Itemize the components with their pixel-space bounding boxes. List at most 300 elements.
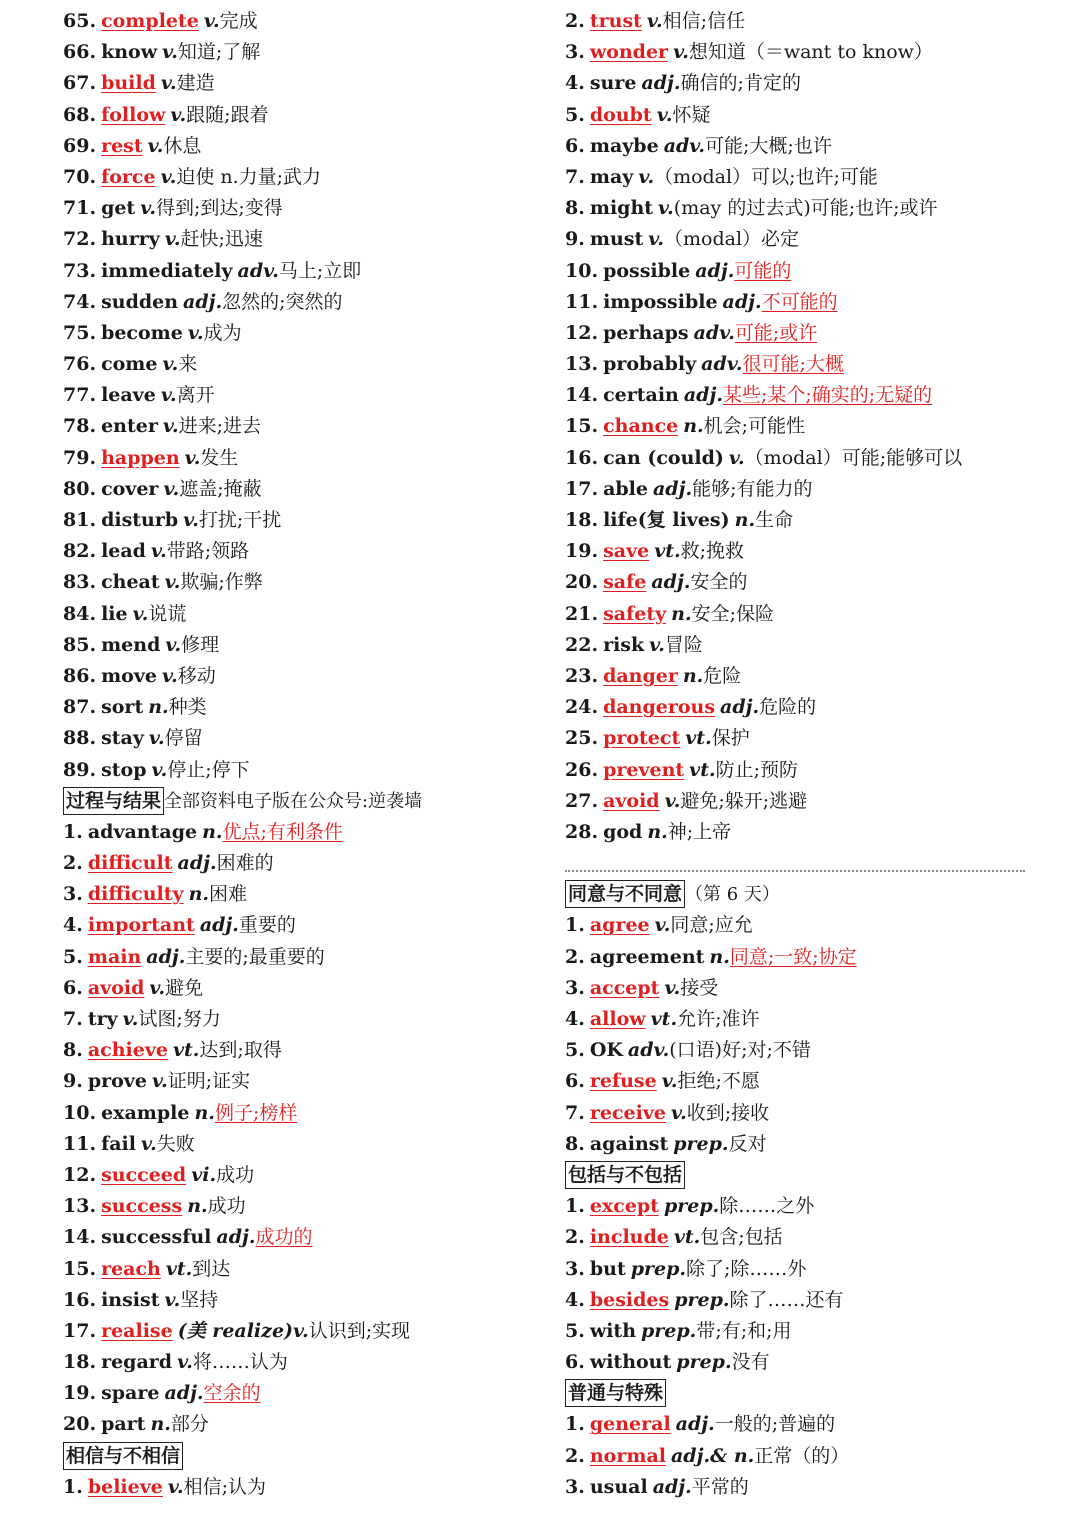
part-of-speech: adv. [627, 1039, 670, 1062]
entry-word: receive [589, 1101, 666, 1124]
vocab-entry [565, 1254, 1035, 1285]
entry-word: stay [101, 727, 144, 750]
entry-meaning: 来 [178, 353, 198, 376]
entry-number: 21. [565, 602, 599, 625]
entry-number: 6. [565, 1070, 585, 1093]
entry-word: succeed [101, 1163, 187, 1186]
vocab-entry [63, 942, 533, 973]
section-note: 全部资料电子版在公众号:逆袭墙 [164, 790, 423, 812]
entry-meaning: 成功 [216, 1163, 255, 1186]
entry-meaning: (口语)好;对;不错 [669, 1039, 811, 1062]
part-of-speech: prep. [676, 1351, 732, 1374]
entry-word: able [603, 477, 648, 500]
part-of-speech: v. [140, 1132, 157, 1155]
vocab-entry [63, 848, 533, 879]
vocab-entry [63, 817, 533, 848]
entry-number: 26. [565, 758, 599, 781]
entry-meaning: 移动 [177, 664, 216, 687]
entry-meaning: 停留 [164, 727, 203, 750]
part-of-speech: v. [658, 197, 674, 220]
entry-number: 14. [565, 384, 599, 407]
entry-meaning: 很可能;大概 [742, 353, 844, 376]
entry-number: 68. [63, 103, 97, 126]
entry-word: might [589, 197, 654, 220]
entry-meaning: （modal）必定 [664, 228, 800, 251]
entry-meaning: 认识到;实现 [308, 1319, 411, 1342]
vocab-entry [565, 973, 1035, 1004]
entry-number: 20. [63, 1413, 97, 1436]
entry-number: 15. [63, 1257, 97, 1280]
part-of-speech: v. [162, 415, 179, 438]
entry-meaning: 说谎 [148, 602, 187, 625]
section-title: 普通与特殊 [565, 1379, 666, 1407]
entry-meaning: 避免 [165, 976, 204, 999]
section-heading [565, 879, 1035, 910]
entry-word: general [589, 1413, 671, 1436]
vocab-entry [565, 1316, 1035, 1347]
part-of-speech: v. [646, 10, 663, 32]
entry-meaning: 同意;一致;协定 [729, 945, 857, 968]
entry-word: risk [603, 633, 645, 656]
vocab-entry [565, 910, 1035, 941]
entry-number: 7. [63, 1008, 83, 1030]
entry-word: realise [101, 1319, 173, 1342]
entry-word: know [101, 41, 158, 64]
entry-number: 74. [63, 290, 97, 313]
entry-word: agreement [589, 945, 705, 968]
entry-word: fail [101, 1132, 136, 1155]
entry-number: 73. [63, 259, 97, 282]
vocab-entry [565, 287, 1035, 318]
entry-word: accept [589, 976, 660, 999]
entry-meaning: 正常（的） [754, 1444, 850, 1467]
part-of-speech: adv. [701, 353, 743, 376]
entry-number: 24. [565, 696, 599, 719]
part-of-speech: v. [150, 540, 167, 563]
part-of-speech: v. [170, 103, 187, 126]
entry-number: 7. [565, 1101, 585, 1124]
vocab-entry [565, 37, 1035, 68]
entry-number: 15. [565, 415, 599, 438]
vocab-entry [63, 1098, 533, 1129]
entry-meaning: 带;有;和;用 [696, 1319, 792, 1342]
entry-meaning: 机会;可能性 [703, 415, 806, 438]
entry-word: with [589, 1319, 637, 1342]
entry-meaning: 离开 [176, 384, 215, 407]
entry-number: 5. [565, 1039, 585, 1062]
part-of-speech: n. [682, 664, 704, 687]
entry-meaning: 迫使 n.力量;武力 [176, 165, 322, 188]
vocab-entry [63, 1035, 533, 1066]
entry-meaning: 休息 [163, 134, 202, 157]
part-of-speech: v. [164, 571, 181, 594]
vocab-entry [63, 1160, 533, 1191]
part-of-speech: vt. [673, 1226, 701, 1249]
vocab-entry [565, 443, 1035, 474]
part-of-speech: v. [728, 446, 745, 469]
entry-meaning: 安全;保险 [691, 602, 774, 625]
entry-meaning: 重要的 [238, 914, 296, 937]
entry-meaning: 可能的 [734, 259, 792, 282]
entry-meaning: 除了;除……外 [686, 1257, 807, 1280]
entry-meaning: 拒绝;不愿 [677, 1070, 760, 1093]
vocab-entry [565, 1035, 1035, 1066]
entry-number: 6. [565, 1351, 585, 1374]
entry-meaning: 没有 [731, 1351, 770, 1374]
entry-meaning: （modal）可能;能够可以 [744, 446, 963, 469]
vocab-entry [63, 162, 533, 193]
entry-meaning: 坚持 [180, 1288, 219, 1311]
entry-number: 3. [565, 1257, 585, 1280]
entry-meaning: 马上;立即 [278, 259, 362, 282]
entry-word: immediately [101, 259, 233, 282]
entry-meaning: 达到;取得 [199, 1039, 282, 1062]
entry-word: difficulty [87, 883, 184, 906]
entry-number: 5. [63, 945, 83, 968]
vocab-entry [565, 1129, 1035, 1160]
vocab-entry [565, 193, 1035, 224]
part-of-speech: v. [160, 165, 177, 188]
part-of-speech: prep. [663, 1195, 720, 1218]
entry-word: cheat [101, 571, 160, 594]
vocab-entry [565, 1347, 1035, 1378]
entry-number: 75. [63, 321, 97, 344]
entry-word: safe [603, 571, 647, 594]
vocab-entry [565, 755, 1035, 786]
part-of-speech: v. [151, 758, 168, 781]
section-note: （第 6 天） [685, 884, 780, 906]
vocab-entry [63, 474, 533, 505]
entry-number: 19. [63, 1382, 97, 1405]
entry-meaning: 怀疑 [672, 103, 711, 126]
entry-number: 84. [63, 602, 97, 625]
vocab-entry [565, 100, 1035, 131]
entry-word: safety [603, 602, 667, 625]
entry-meaning: 部分 [170, 1413, 209, 1436]
entry-word: but [589, 1257, 626, 1280]
part-of-speech: v. [177, 1351, 193, 1374]
part-of-speech: n. [194, 1101, 215, 1124]
entry-number: 20. [565, 571, 599, 594]
section-title: 相信与不相信 [63, 1442, 183, 1470]
entry-word: happen [101, 446, 180, 469]
section-title: 过程与结果 [63, 787, 164, 815]
entry-meaning: 可能;或许 [734, 321, 818, 344]
right-column [565, 6, 1035, 1503]
entry-number: 3. [565, 41, 585, 64]
vocab-entry [565, 474, 1035, 505]
vocab-entry [565, 1098, 1035, 1129]
part-of-speech: vt. [654, 540, 681, 563]
entry-meaning: 失败 [156, 1132, 195, 1155]
section-heading [63, 786, 533, 817]
vocab-entry [63, 1129, 533, 1160]
part-of-speech: adj.& n. [670, 1444, 755, 1467]
entry-word: leave [101, 384, 156, 407]
vocab-entry [565, 1066, 1035, 1097]
entry-number: 76. [63, 353, 97, 376]
part-of-speech: adj. [675, 1413, 715, 1436]
entry-number: 3. [565, 1475, 585, 1498]
entry-meaning: 停止;停下 [167, 758, 250, 781]
vocab-entry [63, 567, 533, 598]
entry-word: main [87, 945, 142, 968]
entry-number: 17. [63, 1319, 97, 1342]
entry-number: 27. [565, 789, 599, 812]
entry-number: 1. [565, 1413, 585, 1436]
vocab-entry [63, 536, 533, 567]
part-of-speech: adj. [183, 290, 223, 313]
vocab-entry [63, 630, 533, 661]
entry-number: 22. [565, 633, 599, 656]
entry-word: besides [589, 1288, 670, 1311]
entry-meaning: 除了……还有 [729, 1288, 844, 1311]
entry-number: 67. [63, 72, 97, 95]
entry-word: build [101, 72, 156, 95]
section-heading [565, 1378, 1035, 1409]
vocab-entry [63, 910, 533, 941]
entry-number: 23. [565, 664, 599, 687]
entry-meaning: 遮盖;掩蔽 [179, 477, 262, 500]
part-of-speech: adj. [199, 914, 239, 937]
entry-number: 86. [63, 664, 97, 687]
entry-number: 80. [63, 477, 97, 500]
entry-word: believe [87, 1475, 163, 1498]
part-of-speech: v. [160, 72, 177, 95]
entry-word: advantage [87, 820, 198, 843]
part-of-speech: v. [203, 10, 220, 32]
entry-word: sure [589, 72, 637, 95]
entry-meaning: （modal）可以;也许;可能 [654, 165, 878, 188]
entry-meaning: 空余的 [203, 1382, 261, 1405]
entry-word: without [589, 1351, 672, 1374]
entry-number: 9. [565, 228, 585, 251]
part-of-speech: adj. [722, 290, 762, 313]
vocab-entry [565, 162, 1035, 193]
part-of-speech: n. [187, 1195, 208, 1218]
part-of-speech: n. [148, 696, 169, 719]
blank-row [565, 848, 1035, 879]
entry-meaning: 建造 [176, 72, 215, 95]
vocab-entry [565, 723, 1035, 754]
entry-number: 13. [63, 1195, 97, 1218]
part-of-speech: prep. [630, 1257, 687, 1280]
entry-meaning: 跟随;跟着 [186, 103, 269, 126]
entry-number: 88. [63, 727, 97, 750]
entry-word: disturb [101, 509, 179, 531]
entry-number: 3. [565, 976, 585, 999]
vocab-entry [63, 1409, 533, 1440]
vocab-entry [63, 68, 533, 99]
entry-word: chance [603, 415, 679, 438]
entry-word: enter [101, 415, 158, 438]
entry-word: insist [101, 1288, 160, 1311]
entry-number: 83. [63, 571, 97, 594]
vocab-entry [565, 131, 1035, 162]
entry-word: god [603, 820, 643, 843]
vocab-entry [63, 723, 533, 754]
part-of-speech: vt. [172, 1039, 200, 1062]
entry-word: hurry [101, 228, 160, 251]
entry-number: 1. [63, 1475, 83, 1498]
entry-meaning: 忽然的;突然的 [222, 290, 343, 313]
entry-word: avoid [603, 789, 660, 812]
vocab-entry [565, 1004, 1035, 1035]
vocab-entry [63, 692, 533, 723]
entry-meaning: 成为 [203, 321, 242, 344]
entry-meaning: 神;上帝 [667, 820, 732, 843]
entry-meaning: 优点;有利条件 [222, 820, 343, 843]
entry-word: perhaps [603, 321, 689, 344]
vocab-entry [63, 661, 533, 692]
entry-meaning: 危险的 [759, 696, 817, 719]
part-of-speech: v. [673, 41, 689, 64]
part-of-speech: v. [184, 446, 201, 469]
part-of-speech: v. [148, 727, 165, 750]
part-of-speech: v. [183, 509, 199, 531]
vocab-entry [565, 256, 1035, 287]
entry-meaning: 带路;领路 [166, 540, 250, 563]
entry-word: prove [87, 1070, 147, 1093]
entry-word: prevent [603, 758, 685, 781]
entry-word: doubt [589, 103, 652, 126]
entry-number: 10. [63, 1101, 97, 1124]
part-of-speech: v. [149, 976, 166, 999]
entry-meaning: 困难 [209, 883, 248, 906]
part-of-speech: v. [187, 321, 204, 344]
vocab-entry [565, 1222, 1035, 1253]
part-of-speech: n. [647, 820, 668, 843]
vocab-entry [63, 349, 533, 380]
vocab-entry [63, 287, 533, 318]
part-of-speech: vt. [165, 1257, 193, 1280]
entry-word: example [101, 1101, 190, 1124]
vocab-entry [565, 692, 1035, 723]
section-title: 同意与不同意 [565, 880, 685, 908]
entry-meaning: 生命 [755, 509, 794, 531]
entry-meaning: 成功 [207, 1195, 246, 1218]
vocab-entry [565, 380, 1035, 411]
entry-number: 4. [63, 914, 83, 937]
entry-number: 13. [565, 353, 599, 376]
vocab-entry [565, 817, 1035, 848]
entry-word: life(复 lives) [603, 509, 730, 531]
entry-meaning: 接受 [680, 976, 719, 999]
entry-word: successful [101, 1226, 212, 1249]
entry-meaning: 能够;有能力的 [692, 477, 813, 500]
entry-meaning: 确信的;肯定的 [680, 72, 801, 95]
part-of-speech: adv. [663, 134, 706, 157]
part-of-speech: adj. [720, 696, 760, 719]
entry-word: certain [603, 384, 679, 407]
vocab-entry [63, 37, 533, 68]
entry-meaning: 某些;某个;确实的;无疑的 [722, 384, 933, 407]
part-of-speech: vt. [685, 727, 712, 750]
entry-word: important [87, 914, 195, 937]
part-of-speech: v. [638, 165, 655, 188]
entry-meaning: 困难的 [216, 852, 274, 875]
part-of-speech: v. [164, 1288, 181, 1311]
part-of-speech: n. [683, 415, 704, 438]
entry-word: mend [101, 633, 161, 656]
entry-number: 85. [63, 633, 97, 656]
entry-word: regard [101, 1351, 173, 1374]
entry-meaning: 赶快;迅速 [180, 228, 263, 251]
vocab-entry [565, 599, 1035, 630]
entry-number: 8. [565, 197, 585, 220]
entry-number: 16. [565, 446, 599, 469]
entry-word: dangerous [603, 696, 716, 719]
entry-word: normal [589, 1444, 666, 1467]
part-of-speech: v. [162, 41, 178, 64]
part-of-speech: adj. [641, 72, 681, 95]
part-of-speech: vt. [650, 1008, 678, 1030]
vocab-entry [565, 1285, 1035, 1316]
entry-word: can (could) [603, 446, 724, 469]
entry-meaning: 防止;预防 [715, 758, 799, 781]
entry-number: 7. [565, 165, 585, 188]
part-of-speech: v. [164, 228, 181, 251]
entry-meaning: 进来;进去 [178, 415, 261, 438]
part-of-speech: v. [140, 197, 156, 220]
part-of-speech: adj. [695, 259, 735, 282]
vocab-entry [565, 224, 1035, 255]
entry-word: may [589, 165, 634, 188]
entry-word: get [101, 197, 136, 220]
vocab-entry [63, 973, 533, 1004]
entry-number: 66. [63, 41, 97, 64]
vocab-entry [63, 1316, 533, 1347]
part-of-speech: v. [664, 789, 681, 812]
entry-meaning: 将……认为 [192, 1351, 288, 1374]
entry-meaning: 试图;努力 [138, 1008, 221, 1030]
entry-word: lead [101, 540, 146, 563]
entry-word: save [603, 540, 650, 563]
vocab-entry [63, 755, 533, 786]
part-of-speech: v. [161, 664, 178, 687]
entry-number: 4. [565, 1288, 585, 1311]
entry-number: 11. [63, 1132, 97, 1155]
entry-number: 89. [63, 758, 97, 781]
vocab-entry [565, 505, 1035, 536]
entry-number: 25. [565, 727, 599, 750]
part-of-speech: adj. [652, 1475, 692, 1498]
vocab-entry [565, 6, 1035, 37]
vocab-entry [63, 1222, 533, 1253]
entry-word: wonder [589, 41, 669, 64]
vocab-entry [63, 224, 533, 255]
entry-word: refuse [589, 1070, 657, 1093]
entry-word: achieve [87, 1039, 168, 1062]
vocab-entry [63, 1004, 533, 1035]
entry-number: 3. [63, 883, 83, 906]
entry-meaning: 到达 [192, 1257, 231, 1280]
part-of-speech: adj. [651, 571, 691, 594]
vocab-entry [565, 786, 1035, 817]
left-column [63, 6, 533, 1503]
entry-meaning: 知道;了解 [177, 41, 261, 64]
entry-meaning: 得到;到达;变得 [155, 197, 283, 220]
entry-number: 72. [63, 228, 97, 251]
part-of-speech: v. [656, 103, 673, 126]
entry-word: avoid [87, 976, 145, 999]
entry-word: danger [603, 664, 678, 687]
entry-meaning: 相信;认为 [183, 1475, 267, 1498]
vocab-entry [63, 599, 533, 630]
part-of-speech: v. [654, 914, 671, 937]
entry-meaning: 证明;证实 [167, 1070, 251, 1093]
entry-number: 12. [565, 321, 599, 344]
